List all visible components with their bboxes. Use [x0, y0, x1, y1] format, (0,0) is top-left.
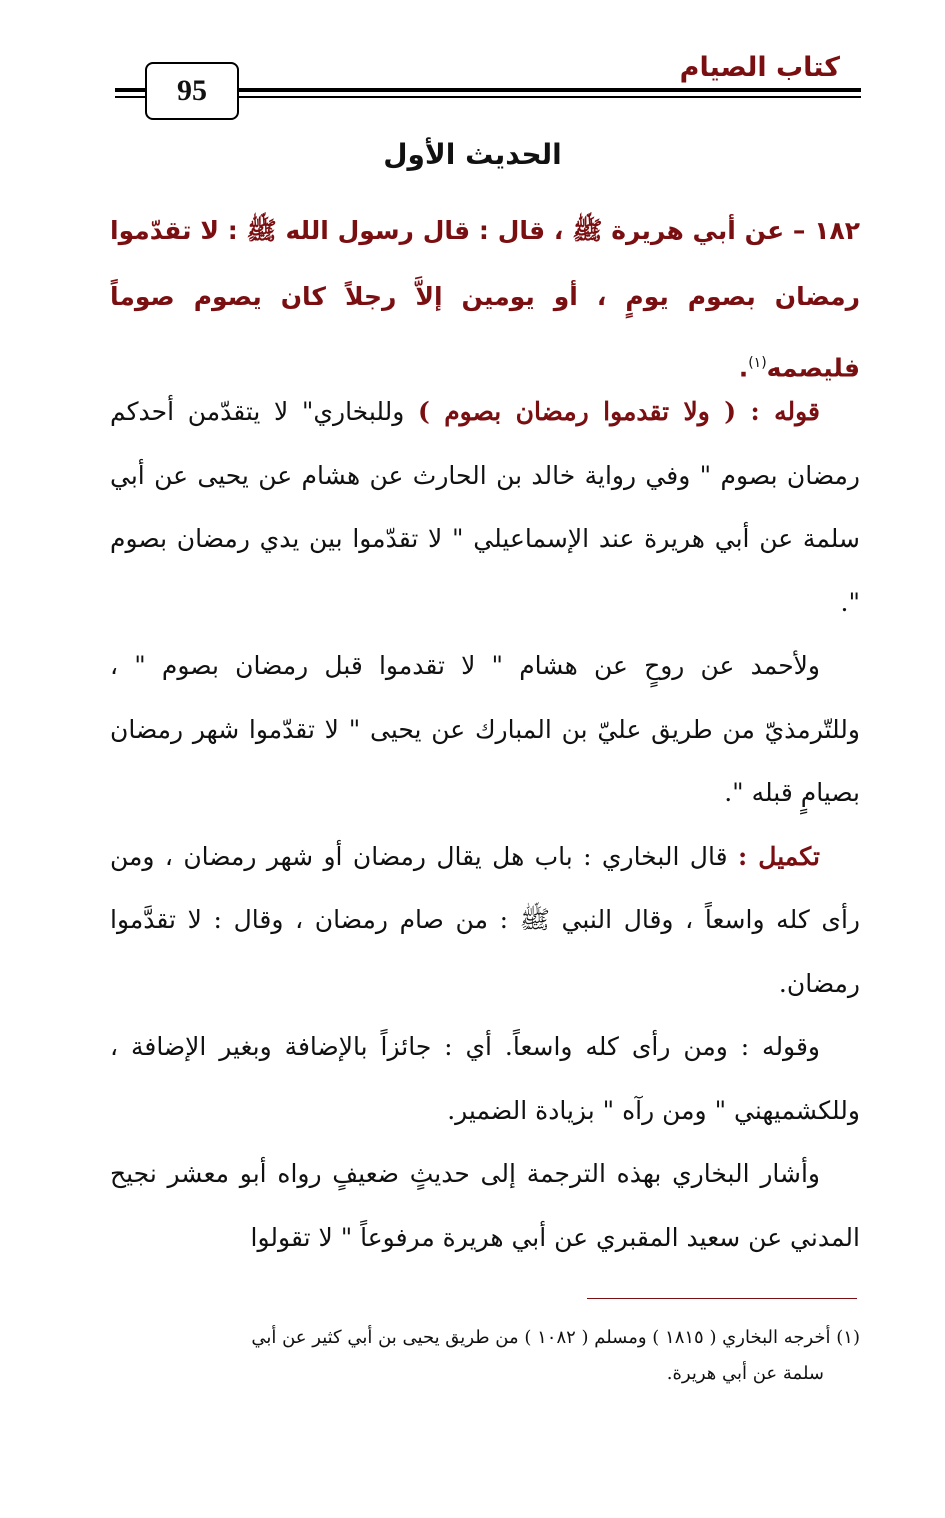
paragraph-text: وللبخاري" لا يتقدّمن أحدكم رمضان بصوم " وفي رواية خالد بن الحارث عن هشام عن يحيى عن أبي سلمة عن أبي هريرة عند الإسماعيلي " لا تقدّموا بين يدي رمضان بصوم ". — [110, 397, 860, 617]
book-title: كتاب الصيام — [679, 52, 840, 83]
paragraph-label: تكميل : — [737, 841, 820, 871]
section-title: الحديث الأول — [383, 138, 562, 171]
paragraph — [110, 1015, 860, 1142]
footnote-separator — [587, 1298, 857, 1299]
paragraph-text: قال البخاري : باب هل يقال رمضان أو شهر رمضان ، ومن رأى كله واسعاً ، وقال النبي ﷺ : من صام رمضان ، وقال : لا تقدَّموا رمضان. — [110, 841, 860, 998]
page-number: 95 — [145, 62, 239, 120]
footnote — [110, 1320, 860, 1392]
header-rule-middle-thick — [236, 88, 711, 92]
page-header — [0, 0, 945, 130]
footnote-marker[interactable]: (١) — [748, 355, 767, 371]
header-rule-left-thin — [115, 96, 145, 98]
paragraph — [110, 825, 860, 1016]
paragraph — [110, 634, 860, 825]
paragraph-text: وقوله : ومن رأى كله واسعاً. أي : جائزاً بالإضافة وبغير الإضافة ، وللكشميهني " ومن رآه " بزيادة الضمير. — [110, 1032, 860, 1125]
hadith-body: ١٨٢ – عن أبي هريرة ﷺ ، قال : قال رسول الله ﷺ : لا تقدّموا رمضان بصوم يومٍ ، أو يومين إلاَّ رجلاً كان يصوم صوماً فليصمه — [110, 216, 860, 383]
header-rule-right-thick — [711, 88, 861, 92]
header-rule-right-thin — [711, 96, 861, 98]
footnote-line: (١) أخرجه البخاري ( ١٨١٥ ) ومسلم ( ١٠٨٢ ) من طريق يحيى بن أبي كثير عن أبي — [251, 1327, 860, 1348]
paragraph — [110, 1142, 860, 1269]
paragraph-label: قوله : ( ولا تقدموا رمضان بصوم ) — [417, 397, 820, 426]
hadith-text — [110, 198, 860, 401]
header-rule-left-thick — [115, 88, 145, 92]
commentary — [110, 380, 860, 1269]
paragraph — [110, 380, 860, 634]
header-rule-middle-thin — [236, 96, 711, 98]
footnote-line: سلمة عن أبي هريرة. — [666, 1363, 824, 1384]
hadith-end: . — [738, 353, 749, 383]
paragraph-text: ولأحمد عن روحٍ عن هشام " لا تقدموا قبل رمضان بصوم " ، وللتّرمذيّ من طريق عليّ بن المبارك عن يحيى " لا تقدّموا شهر رمضان بصيامٍ قبله ". — [110, 651, 860, 807]
paragraph-text: وأشار البخاري بهذه الترجمة إلى حديثٍ ضعيفٍ رواه أبو معشر نجيح المدني عن سعيد المقبري عن أبي هريرة مرفوعاً " لا تقولوا — [110, 1159, 860, 1252]
